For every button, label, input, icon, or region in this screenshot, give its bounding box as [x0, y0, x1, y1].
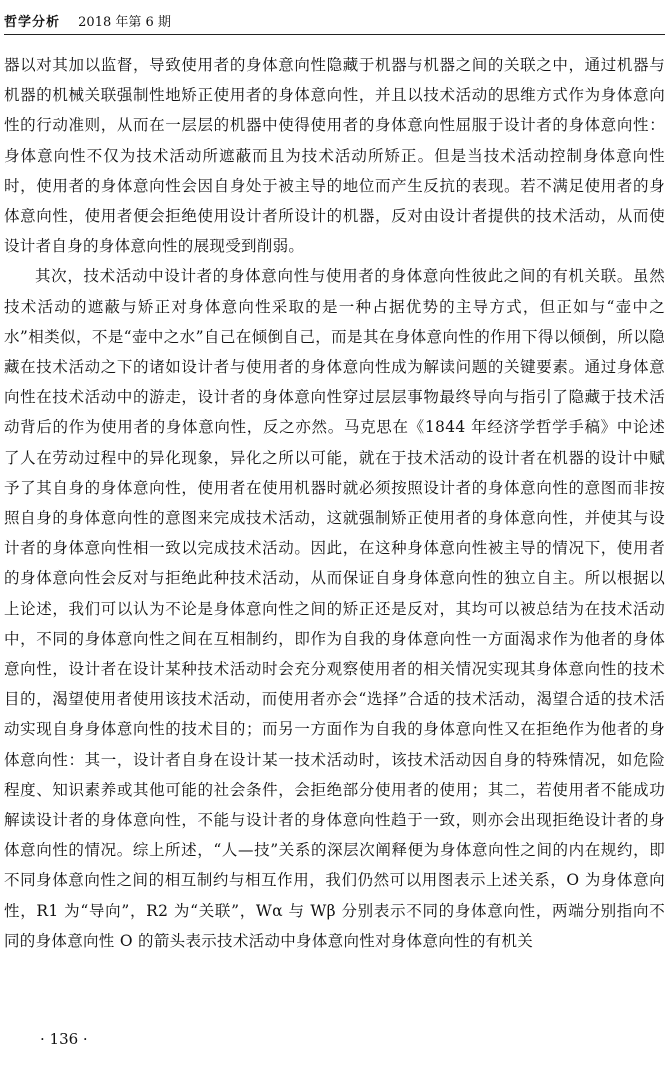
paragraph-continued: 器以对其加以监督，导致使用者的身体意向性隐藏于机器与机器之间的关联之中，通过机器与机器的机械关联强制性地矫正使用者的身体意向性，并且以技术活动的思维方式作为身体意向性的行动准则，从而在一层层的机器中使得使用者的身体意向性屈服于设计者的身体意向性：身体意向性不仅为技术活动所遮蔽而且为技术活动所矫正。但是当技术活动控制身体意向性时，使用者的身体意向性会因自身处于被主导的地位而产生反抗的表现。若不满足使用者的身体意向性，使用者便会拒绝使用设计者所设计的机器，反对由设计者提供的技术活动，从而使设计者自身的身体意向性的展现受到削弱。 [4, 56, 665, 256]
running-header [4, 12, 665, 35]
journal-issue: 2018 年第 6 期 [78, 15, 171, 30]
paragraph-second: 其次，技术活动中设计者的身体意向性与使用者的身体意向性彼此之间的有机关联。虽然技术活动的遮蔽与矫正对身体意向性采取的是一种占据优势的主导方式，但正如与“壶中之水”相类似，不是“壶中之水”自己在倾倒自己，而是其在身体意向性的作用下得以倾倒，所以隐藏在技术活动之下的诸如设计者与使用者的身体意向性成为解读问题的关键要素。通过身体意向性在技术活动中的游走，设计者的身体意向性穿过层层事物最终导向与指引了隐藏于技术活动背后的作为使用者的身体意向性，反之亦然。马克思在《1844 年经济学哲学手稿》中论述了人在劳动过程中的异化现象，异化之所以可能，就在于技术活动的设计者在机器的设计中赋予了其自身的身体意向性，使用者在使用机器时就必须按照设计者的身体意向性的意图而非按照自身的身体意向性的意图来完成技术活动，这就强制矫正使用者的身体意向性，并使其与设计者的身体意向性相一致以完成技术活动。因此，在这种身体意向性被主导的情况下，使用者的身体意向性会反对与拒绝此种技术活动，从而保证自身身体意向性的独立自主。所以根据以上论述，我们可以认为不论是身体意向性之间的矫正还是反对，其均可以被总结为在技术活动中，不同的身体意向性之间在互相制约，即作为自我的身体意向性一方面渴求作为他者的身体意向性，设计者在设计某种技术活动时会充分观察使用者的相关情况实现其身体意向性的技术目的，渴望使用者使用该技术活动，而使用者亦会“选择”合适的技术活动，渴望合适的技术活动实现自身身体意向性的技术目的；而另一方面作为自我的身体意向性又在拒绝作为他者的身体意向性：其一，设计者自身在设计某一技术活动时，该技术活动因自身的特殊情况，如危险程度、知识素养或其他可能的社会条件，会拒绝部分使用者的使用；其二，若使用者不能成功解读设计者的身体意向性，不能与设计者的身体意向性趋于一致，则亦会出现拒绝设计者的身体意向性的情况。综上所述，“人—技”关系的深层次阐释便为身体意向性之间的内在规约，即不同身体意向性之间的相互制约与相互作用，我们仍然可以用图表示上述关系，O 为身体意向性，R1 为“导向”，R2 为“关联”，Wα 与 Wβ 分别表示不同的身体意向性，两端分别指向不同的身体意向性 O 的箭头表示技术活动中身体意向性对身体意向性的有机关 [4, 267, 665, 950]
page-number: · 136 · [40, 1030, 88, 1048]
journal-title: 哲学分析 [4, 15, 61, 30]
article-body [4, 50, 665, 956]
